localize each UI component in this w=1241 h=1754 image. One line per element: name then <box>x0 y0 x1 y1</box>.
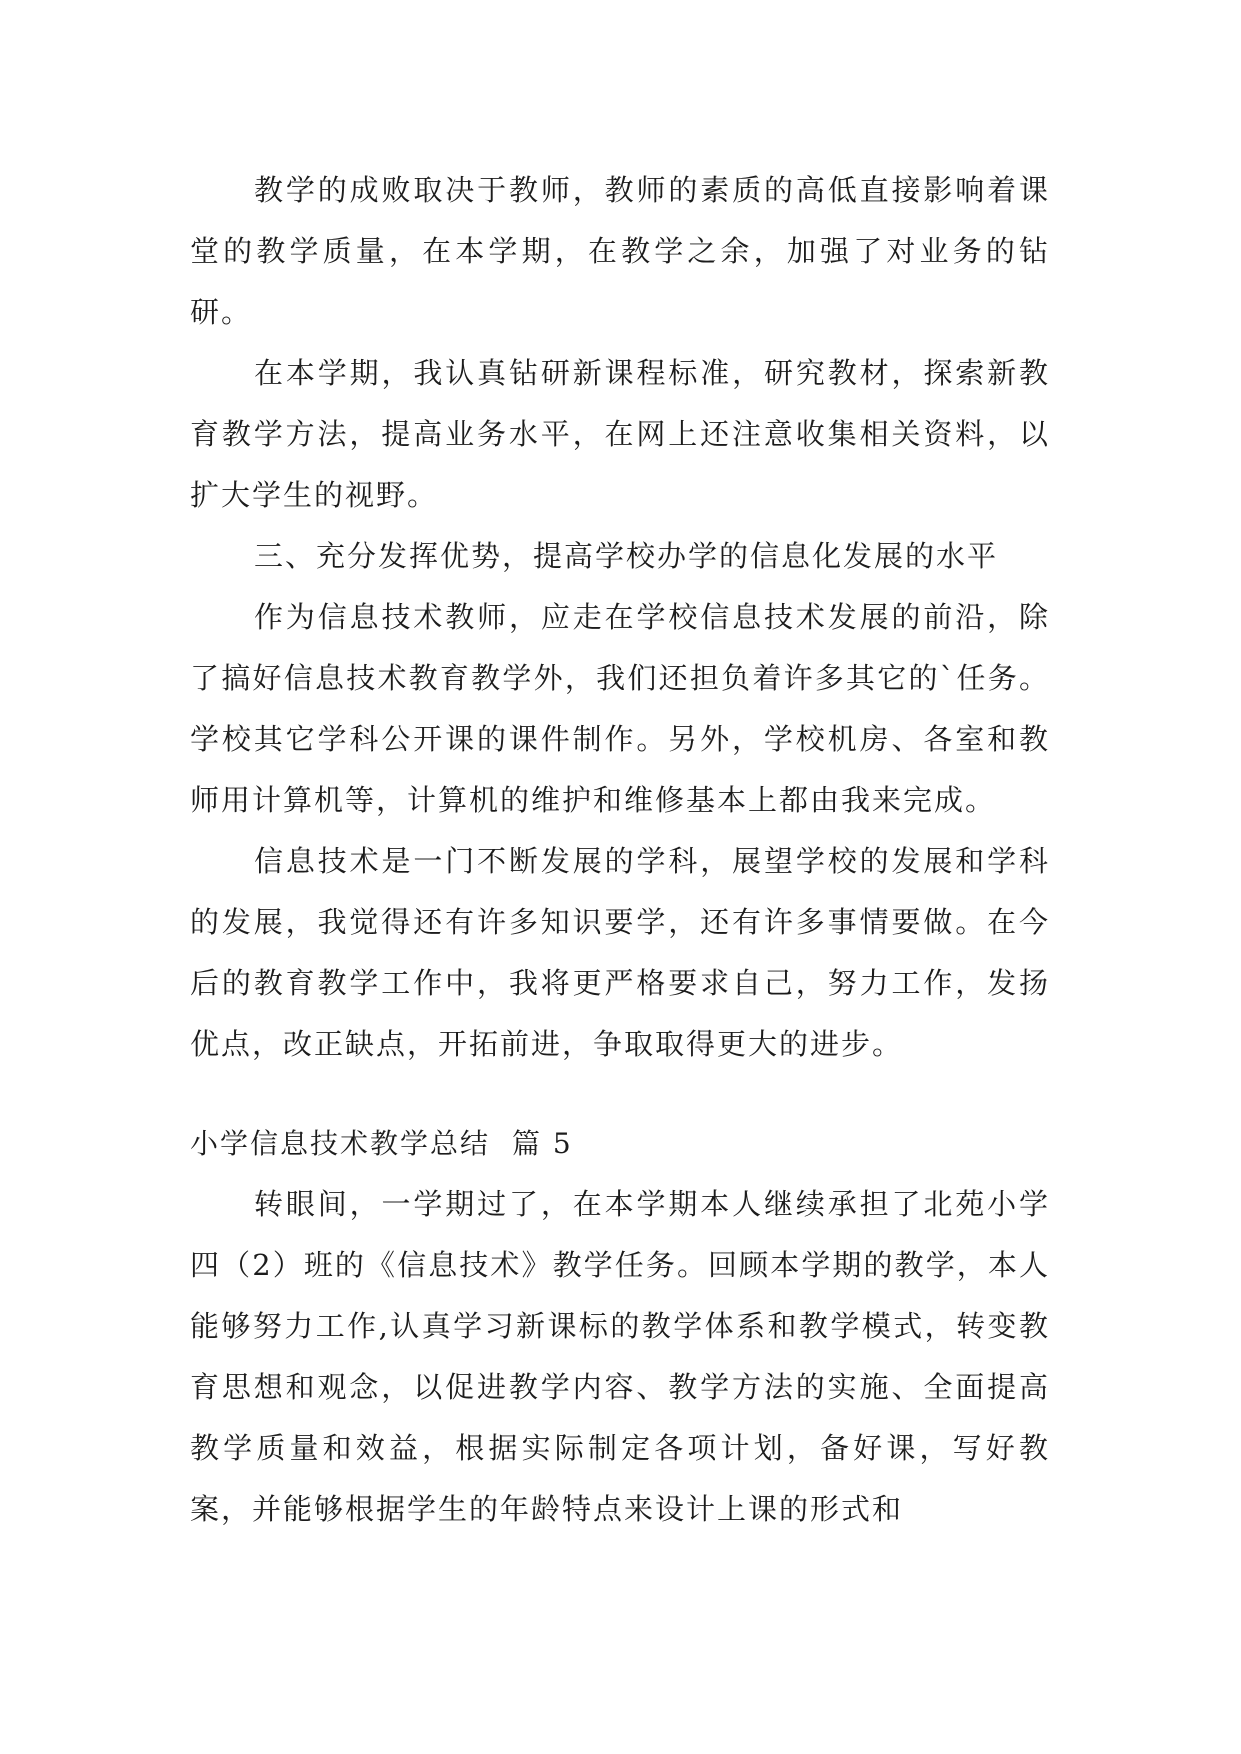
paragraph-section-three-heading: 三、充分发挥优势，提高学校办学的信息化发展的水平 <box>254 539 999 573</box>
section-title <box>190 1113 1050 1174</box>
document-body <box>190 160 1050 1540</box>
section-title-text: 小学信息技术教学总结 <box>190 1127 491 1160</box>
paragraph-it-teacher-duties: 作为信息技术教师，应走在学校信息技术发展的前沿，除了搞好信息技术教育教学外，我们还担负着许多其它的`任务。学校其它学科公开课的课件制作。另外，学校机房、各室和教师用计算机等，计算机的维护和维修基本上都由我来完成。 <box>190 600 1050 817</box>
paragraph-teacher-quality: 教学的成败取决于教师，教师的素质的高低直接影响着课堂的教学质量，在本学期，在教学之余，加强了对业务的钻研。 <box>190 173 1050 329</box>
paragraph-study-curriculum: 在本学期，我认真钻研新课程标准，研究教材，探索新教育教学方法，提高业务水平，在网上还注意收集相关资料，以扩大学生的视野。 <box>190 356 1050 512</box>
paragraph-future-outlook: 信息技术是一门不断发展的学科，展望学校的发展和学科的发展，我觉得还有许多知识要学，还有许多事情要做。在今后的教育教学工作中，我将更严格要求自己，努力工作，发扬优点，改正缺点，开拓前进，争取取得更大的进步。 <box>190 844 1050 1061</box>
section-number-label: 篇 5 <box>512 1127 573 1160</box>
paragraph-semester-review: 转眼间，一学期过了，在本学期本人继续承担了北苑小学四（2）班的《信息技术》教学任务。回顾本学期的教学，本人能够努力工作,认真学习新课标的教学体系和教学模式，转变教育思想和观念，以促进教学内容、教学方法的实施、全面提高教学质量和效益，根据实际制定各项计划，备好课，写好教案，并能够根据学生的年龄特点来设计上课的形式和 <box>190 1187 1050 1526</box>
